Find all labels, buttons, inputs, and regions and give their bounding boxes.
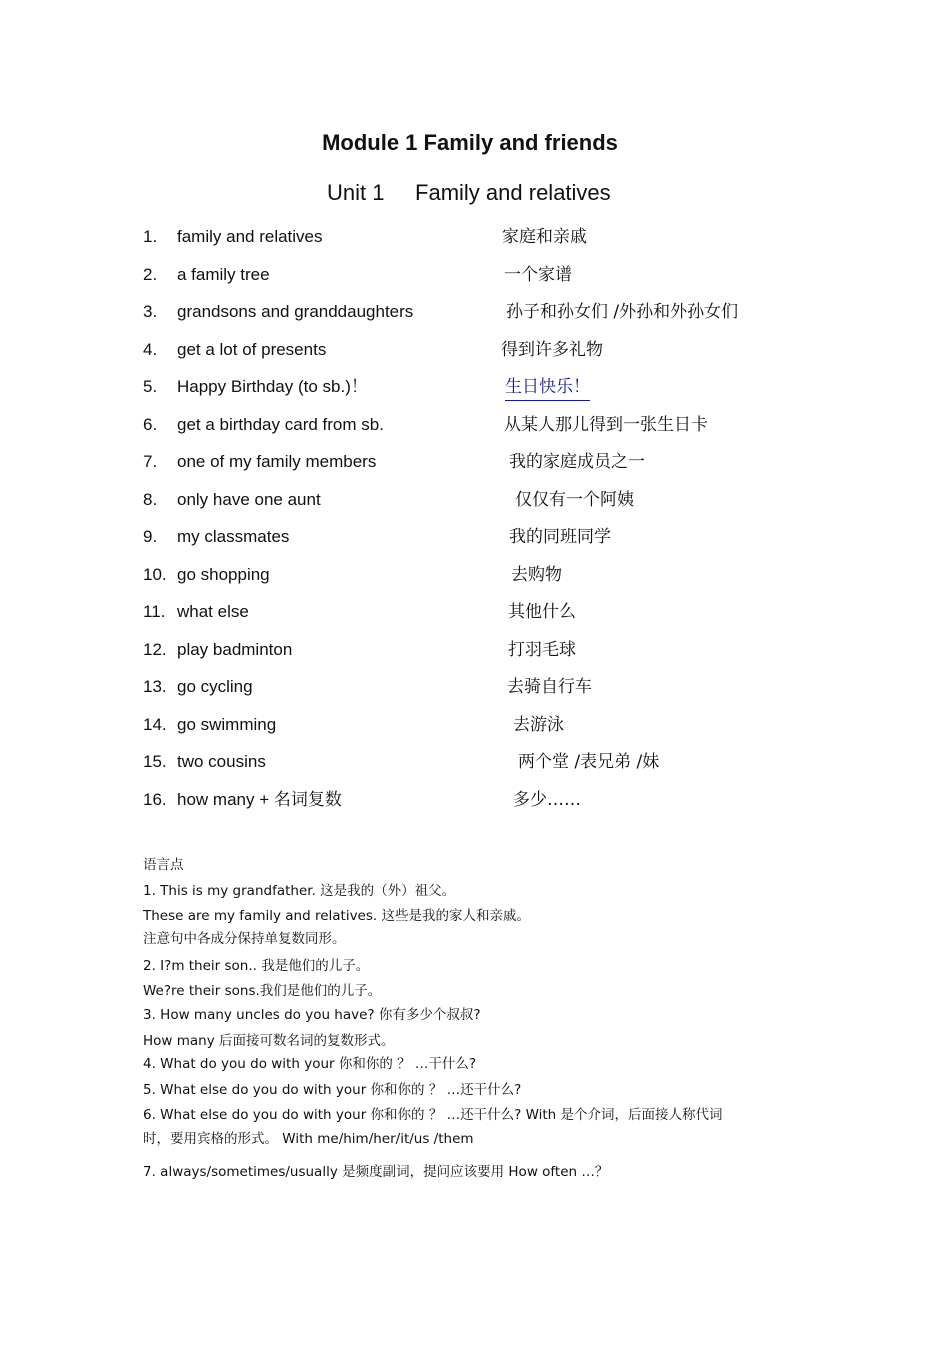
vocab-chinese: 孙子和孙女们 /外孙和外孙女们	[506, 302, 739, 322]
note-line: 6. What else do you do with your 你和你的 ？ …还干什么? With 是个介词，后面接人称代词	[143, 1107, 723, 1123]
vocab-number: 11.	[143, 602, 166, 621]
note-line: 1. This is my grandfather. 这是我的（外）祖父。	[143, 883, 456, 899]
vocab-number: 14.	[143, 714, 167, 734]
vocab-number: 13.	[143, 677, 167, 696]
vocab-chinese: 多少……	[513, 789, 581, 810]
vocab-english: play badminton	[177, 639, 293, 659]
vocab-number: 9.	[143, 527, 158, 546]
unit-title: Unit 1 Family and relatives	[327, 180, 611, 205]
vocab-number: 10.	[143, 564, 167, 584]
vocab-chinese: 去骑自行车	[507, 677, 592, 697]
vocab-english: go shopping	[177, 564, 270, 584]
vocab-number: 16.	[143, 789, 167, 809]
vocab-english: only have one aunt	[177, 489, 321, 509]
module-title: Module 1 Family and friends	[322, 130, 618, 155]
note-line: 4. What do you do with your 你和你的 ？ …干什么?	[143, 1056, 477, 1072]
vocab-english: family and relatives	[177, 227, 323, 246]
vocab-chinese: 去游泳	[513, 714, 564, 735]
vocab-english: a family tree	[177, 264, 270, 284]
vocab-english: get a birthday card from sb.	[177, 414, 384, 434]
vocab-chinese-link[interactable]: 生日快乐！	[505, 374, 590, 401]
note-line: We?re their sons.我们是他们的儿子。	[143, 983, 382, 999]
vocab-chinese: 仅仅有一个阿姨	[515, 489, 634, 510]
vocab-number: 6.	[143, 414, 158, 434]
vocab-number: 5.	[143, 377, 158, 396]
vocab-english: go cycling	[177, 677, 253, 696]
vocab-number: 8.	[143, 489, 158, 509]
vocab-english: go swimming	[177, 714, 277, 734]
vocab-english: two cousins	[177, 752, 266, 771]
vocab-chinese: 去购物	[511, 564, 562, 585]
vocab-english: grandsons and granddaughters	[177, 302, 414, 321]
vocab-number: 2.	[143, 264, 158, 284]
vocab-number: 4.	[143, 339, 158, 359]
note-line: How many 后面接可数名词的复数形式。	[143, 1033, 395, 1049]
vocab-english: what else	[177, 602, 249, 621]
note-line: 7. always/sometimes/usually 是频度副词，提问应该要用 How often …？	[143, 1164, 609, 1180]
vocab-english: how many + 名词复数	[177, 789, 342, 809]
vocab-number: 12.	[143, 639, 167, 659]
vocab-english: my classmates	[177, 527, 290, 546]
vocab-chinese: 我的同班同学	[509, 527, 611, 547]
note-line: 2. I?m their son.. 我是他们的儿子。	[143, 958, 370, 974]
vocab-number: 3.	[143, 302, 158, 321]
vocab-chinese: 一个家谱	[504, 264, 572, 285]
vocab-english: get a lot of presents	[177, 339, 327, 359]
note-line: 注意句中各成分保持单复数同形。	[143, 931, 346, 947]
vocab-chinese: 得到许多礼物	[501, 339, 603, 360]
vocab-english: one of my family members	[177, 452, 377, 471]
note-line: These are my family and relatives. 这些是我的家人和亲戚。	[143, 908, 530, 924]
vocab-chinese: 我的家庭成员之一	[509, 452, 645, 472]
vocab-chinese: 从某人那儿得到一张生日卡	[504, 414, 708, 435]
vocab-chinese: 其他什么	[508, 602, 576, 622]
notes-heading: 语言点	[143, 857, 184, 873]
note-line: 3. How many uncles do you have? 你有多少个叔叔?	[143, 1007, 481, 1023]
vocab-chinese: 打羽毛球	[508, 639, 576, 660]
vocab-number: 7.	[143, 452, 158, 471]
note-line: 5. What else do you do with your 你和你的 ？ …还干什么?	[143, 1082, 522, 1098]
note-line: 时，要用宾格的形式。 With me/him/her/it/us /them	[143, 1131, 474, 1147]
vocab-number: 1.	[143, 227, 158, 246]
vocab-english: Happy Birthday (to sb.)！	[177, 377, 368, 396]
vocab-number: 15.	[143, 752, 167, 771]
vocab-chinese: 两个堂 /表兄弟 /妹	[518, 752, 660, 772]
vocab-chinese: 家庭和亲戚	[502, 227, 587, 247]
